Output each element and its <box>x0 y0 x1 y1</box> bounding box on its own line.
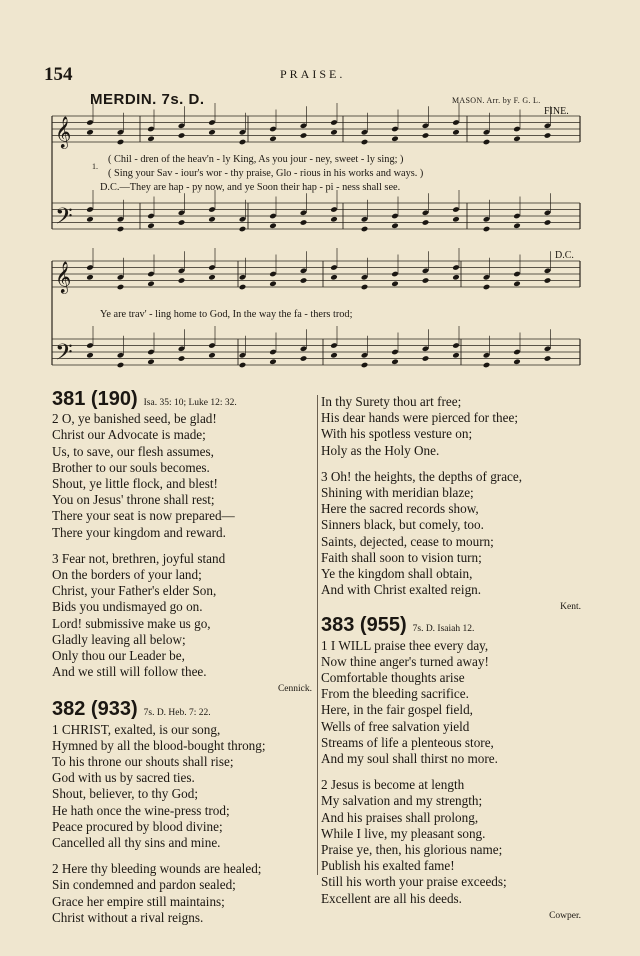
fine-label: FINE. <box>544 106 569 117</box>
verse-line: Shout, ye little flock, and blest! <box>52 476 218 492</box>
verse-line: Shout, believer, to thy God; <box>52 786 198 802</box>
hymn-number: 383 (955) <box>321 614 407 637</box>
hymn-meta: 7s. D. Isaiah 12. <box>412 624 475 635</box>
verse-line: God with us by sacred ties. <box>52 770 195 786</box>
verse-line: 2 Jesus is become at length <box>321 777 465 793</box>
verse-line: And his praises shall prolong, <box>321 809 479 825</box>
verse-line: There your kingdom and reward. <box>52 524 226 540</box>
verse-line: 3 Oh! the heights, the depths of grace, <box>321 468 523 484</box>
column-divider <box>317 395 318 875</box>
verse-line: With his spotless vesture on; <box>321 426 473 442</box>
verse-line: Wells of free salvation yield <box>321 718 470 734</box>
verse-line: 3 Fear not, brethren, joyful stand <box>52 550 226 566</box>
hymn-author: Cowper. <box>549 910 581 921</box>
verse-line: Only thou our Leader be, <box>52 648 185 664</box>
verse-line: On the borders of your land; <box>52 567 202 583</box>
hymn-meta: Isa. 35: 10; Luke 12: 32. <box>143 398 237 408</box>
verse-line: Grace her empire still maintains; <box>52 893 225 909</box>
page-number: 154 <box>44 64 73 85</box>
verse-line: Cancelled all thy sins and mine. <box>52 835 221 851</box>
left-column <box>52 388 314 926</box>
verse-line: My salvation and my strength; <box>321 793 483 809</box>
verse-line: You on Jesus' throne shall rest; <box>52 492 215 508</box>
verse-line: Us, to save, our flesh assumes, <box>52 443 214 459</box>
verse-line: Gladly leaving all below; <box>52 631 186 647</box>
verse-line: Christ our Advocate is made; <box>52 427 206 443</box>
right-column <box>321 394 583 923</box>
verse-line: From the bleeding sacrifice. <box>321 686 469 702</box>
verse-number: 1. <box>92 162 98 171</box>
svg-text:𝄞: 𝄞 <box>55 117 72 148</box>
verse-line: Lord! submissive make us go, <box>52 615 211 631</box>
verse-line: 1 I WILL praise thee every day, <box>321 637 489 653</box>
verse-line: 1 CHRIST, exalted, is our song, <box>52 721 221 737</box>
verse-line: Holy as the Holy One. <box>321 442 440 458</box>
hymn-meta: 7s. D. Heb. 7: 22. <box>143 708 211 719</box>
page-header: PRAISE. <box>280 67 346 81</box>
verse-line: Hymned by all the blood-bought throng; <box>52 737 266 753</box>
lyric-line-3: D.C.—They are hap - py now, and ye Soon their hap - pi - ness shall see. <box>100 182 401 193</box>
hymn-author: Kent. <box>560 602 581 613</box>
verse-line: And my soul shall thirst no more. <box>321 751 498 767</box>
verse-line: To his throne our shouts shall rise; <box>52 754 234 770</box>
verse-line: While I live, my pleasant song. <box>321 825 486 841</box>
verse-line: Here the sacred records show, <box>321 501 479 517</box>
verse-line: Excellent are all his deeds. <box>321 890 462 906</box>
hymn-381-heading <box>52 388 314 411</box>
verse-line: And with Christ exalted reign. <box>321 582 482 598</box>
hymn-number: 382 (933) <box>52 698 138 721</box>
verse-line: Sinners black, but comely, too. <box>321 517 484 533</box>
verse-line: Here, in the fair gospel field, <box>321 702 473 718</box>
verse-line: His dear hands were pierced for thee; <box>321 410 518 426</box>
verse-line: Praise ye, then, his glorious name; <box>321 842 503 858</box>
verse-line: Still his worth your praise exceeds; <box>321 874 507 890</box>
verse-line: Bids you undismayed go on. <box>52 599 203 615</box>
svg-text:𝄢: 𝄢 <box>55 204 73 235</box>
lyric-line-2: ( Sing your Sav - iour's wor - thy praise, Glo - rious in his works and ways. ) <box>108 168 424 179</box>
hymn-383-heading <box>321 614 583 637</box>
tune-name: MERDIN. 7s. D. <box>90 91 205 108</box>
stanza <box>321 469 583 599</box>
verse-line: Brother to our souls becomes. <box>52 459 210 475</box>
verse-line: Saints, dejected, cease to mourn; <box>321 533 494 549</box>
stanza <box>321 394 583 459</box>
verse-line: Publish his exalted fame! <box>321 858 455 874</box>
dc-label: D.C. <box>555 250 574 261</box>
stanza <box>321 777 583 907</box>
verse-line: In thy Surety thou art free; <box>321 394 462 409</box>
hymn-382-heading <box>52 698 314 721</box>
verse-line: Comfortable thoughts arise <box>321 670 465 686</box>
tune-composer: MASON. Arr. by F. G. L. <box>452 96 541 105</box>
verse-line: Sin condemned and pardon sealed; <box>52 877 236 893</box>
stanza <box>52 861 314 926</box>
stanza <box>52 551 314 681</box>
lyric-line-4: Ye are trav' - ling home to God, In the way the fa - thers trod; <box>100 309 353 320</box>
svg-text:𝄢: 𝄢 <box>55 340 73 371</box>
svg-text:𝄞: 𝄞 <box>55 262 72 293</box>
verse-line: Ye the kingdom shall obtain, <box>321 566 473 582</box>
hymn-author: Cennick. <box>277 684 312 695</box>
verse-line: Christ, your Father's elder Son, <box>52 583 217 599</box>
verse-line: Shining with meridian blaze; <box>321 485 474 501</box>
hymn-number: 381 (190) <box>52 388 138 410</box>
lyric-line-1: ( Chil - dren of the heav'n - ly King, As you jour - ney, sweet - ly sing; ) <box>108 154 404 165</box>
verse-line: Christ without a rival reigns. <box>52 909 204 925</box>
verse-line: Peace procured by blood divine; <box>52 818 223 834</box>
verse-line: There your seat is now prepared— <box>52 508 235 524</box>
verse-line: Now thine anger's turned away! <box>321 653 489 669</box>
verse-line: He hath once the wine-press trod; <box>52 802 230 818</box>
stanza <box>321 638 583 768</box>
verse-line: And we still will follow thee. <box>52 664 207 680</box>
verse-line: 2 O, ye banished seed, be glad! <box>52 411 217 427</box>
verse-line: Faith shall soon to vision turn; <box>321 549 482 565</box>
verse-line: 2 Here thy bleeding wounds are healed; <box>52 861 262 877</box>
verse-line: Streams of life a plenteous store, <box>321 734 494 750</box>
stanza <box>52 722 314 852</box>
stanza <box>52 411 314 541</box>
